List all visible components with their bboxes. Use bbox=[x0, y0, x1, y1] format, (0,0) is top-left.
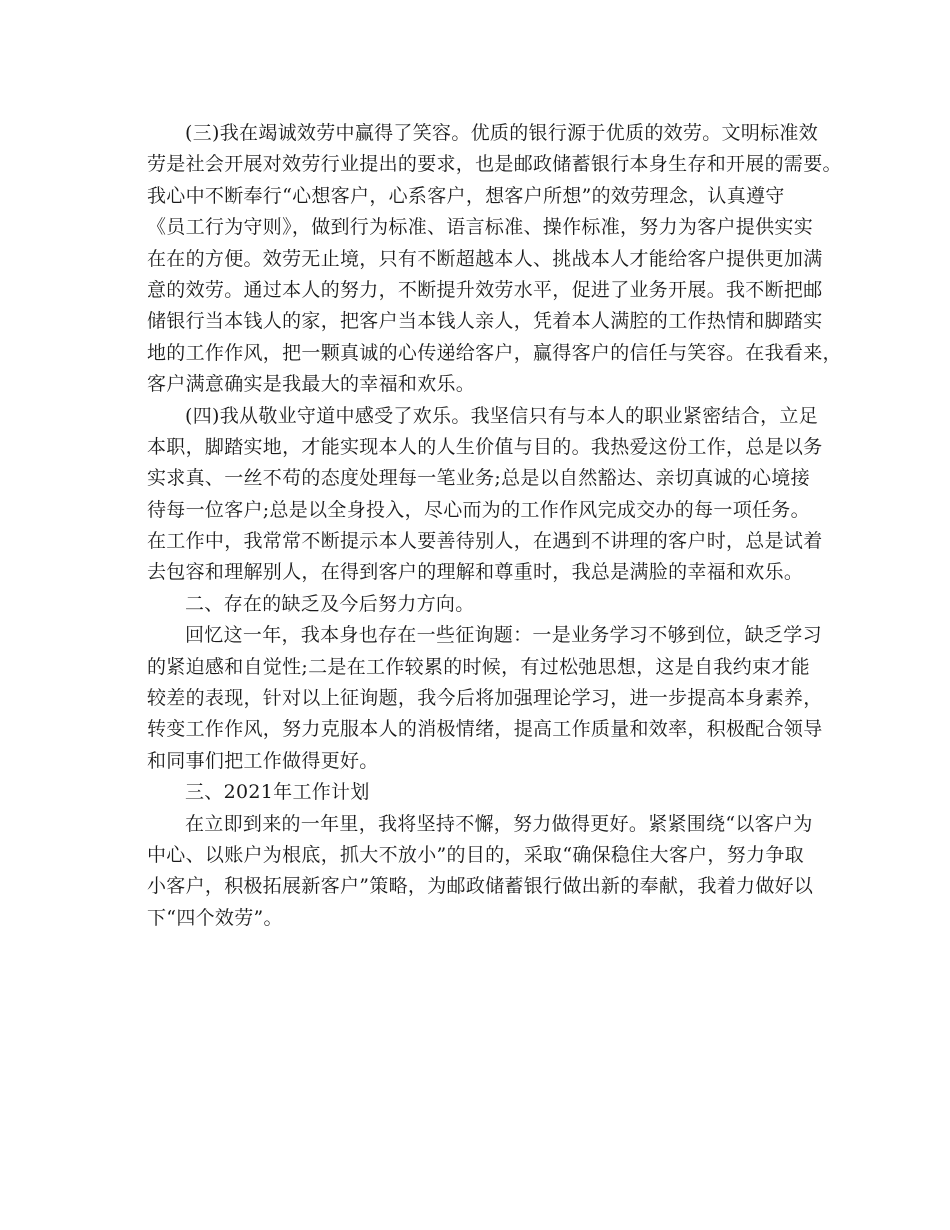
text-line: 我心中不断奉行“心想客户，心系客户，想客户所想”的效劳理念，认真遵守 bbox=[147, 184, 785, 207]
text-line: 劳是社会开展对效劳行业提出的要求，也是邮政储蓄银行本身生存和开展的需要。 bbox=[147, 153, 842, 176]
text-line: 实求真、一丝不苟的态度处理每一笔业务;总是以自然豁达、亲切真诚的心境接 bbox=[147, 467, 810, 490]
text-line: 中心、以账户为根底，抓大不放小”的目的，采取“确保稳住大客户，努力争取 bbox=[147, 843, 804, 866]
text-line: 去包容和理解别人，在得到客户的理解和尊重时，我总是满脸的幸福和欢乐。 bbox=[147, 561, 804, 584]
text-line: 较差的表现，针对以上征询题，我今后将加强理论学习，进一步提高本身素养， bbox=[147, 687, 823, 710]
text-line: (四)我从敬业守道中感受了欢乐。我坚信只有与本人的职业紧密结合，立足 bbox=[185, 404, 819, 427]
text-line: 待每一位客户;总是以全身投入，尽心而为的工作作风完成交办的每一项任务。 bbox=[147, 498, 810, 521]
text-line: 在工作中，我常常不断提示本人要善待别人，在遇到不讲理的客户时，总是试着 bbox=[147, 530, 823, 553]
text-line: 和同事们把工作做得更好。 bbox=[147, 749, 379, 772]
text-line: 小客户，积极拓展新客户”策略，为邮政储蓄银行做出新的奉献，我着力做好以 bbox=[147, 875, 814, 898]
text-line: 回忆这一年，我本身也存在一些征询题：一是业务学习不够到位，缺乏学习 bbox=[185, 624, 822, 647]
text-line: 下“四个效劳”。 bbox=[147, 906, 283, 929]
text-line: 意的效劳。通过本人的努力，不断提升效劳水平，促进了业务开展。我不断把邮 bbox=[147, 278, 823, 301]
text-line: 本职，脚踏实地，才能实现本人的人生价值与目的。我热爱这份工作，总是以务 bbox=[147, 435, 823, 458]
text-line: 的紧迫感和自觉性;二是在工作较累的时候，有过松弛思想，这是自我约束才能 bbox=[147, 655, 810, 678]
text-line: 《员工行为守则》，做到行为标准、语言标准、操作标准，努力为客户提供实实 bbox=[147, 216, 814, 239]
text-line: 转变工作作风，努力克服本人的消极情绪，提高工作质量和效率，积极配合领导 bbox=[147, 718, 823, 741]
text-line: 三、2021年工作计划 bbox=[185, 781, 370, 804]
text-line: 储银行当本钱人的家，把客户当本钱人亲人，凭着本人满腔的工作热情和脚踏实 bbox=[147, 310, 823, 333]
text-line: 在在的方便。效劳无止境，只有不断超越本人、挑战本人才能给客户提供更加满 bbox=[147, 247, 823, 270]
text-line: 在立即到来的一年里，我将坚持不懈，努力做得更好。紧紧围绕“以客户为 bbox=[185, 812, 813, 835]
text-line: 客户满意确实是我最大的幸福和欢乐。 bbox=[147, 373, 476, 396]
text-line: 二、存在的缺乏及今后努力方向。 bbox=[185, 592, 475, 615]
text-line: (三)我在竭诚效劳中赢得了笑容。优质的银行源于优质的效劳。文明标准效 bbox=[185, 122, 819, 144]
document-body bbox=[147, 118, 842, 934]
text-line: 地的工作作风，把一颗真诚的心传递给客户，赢得客户的信任与笑容。在我看来， bbox=[147, 341, 842, 364]
